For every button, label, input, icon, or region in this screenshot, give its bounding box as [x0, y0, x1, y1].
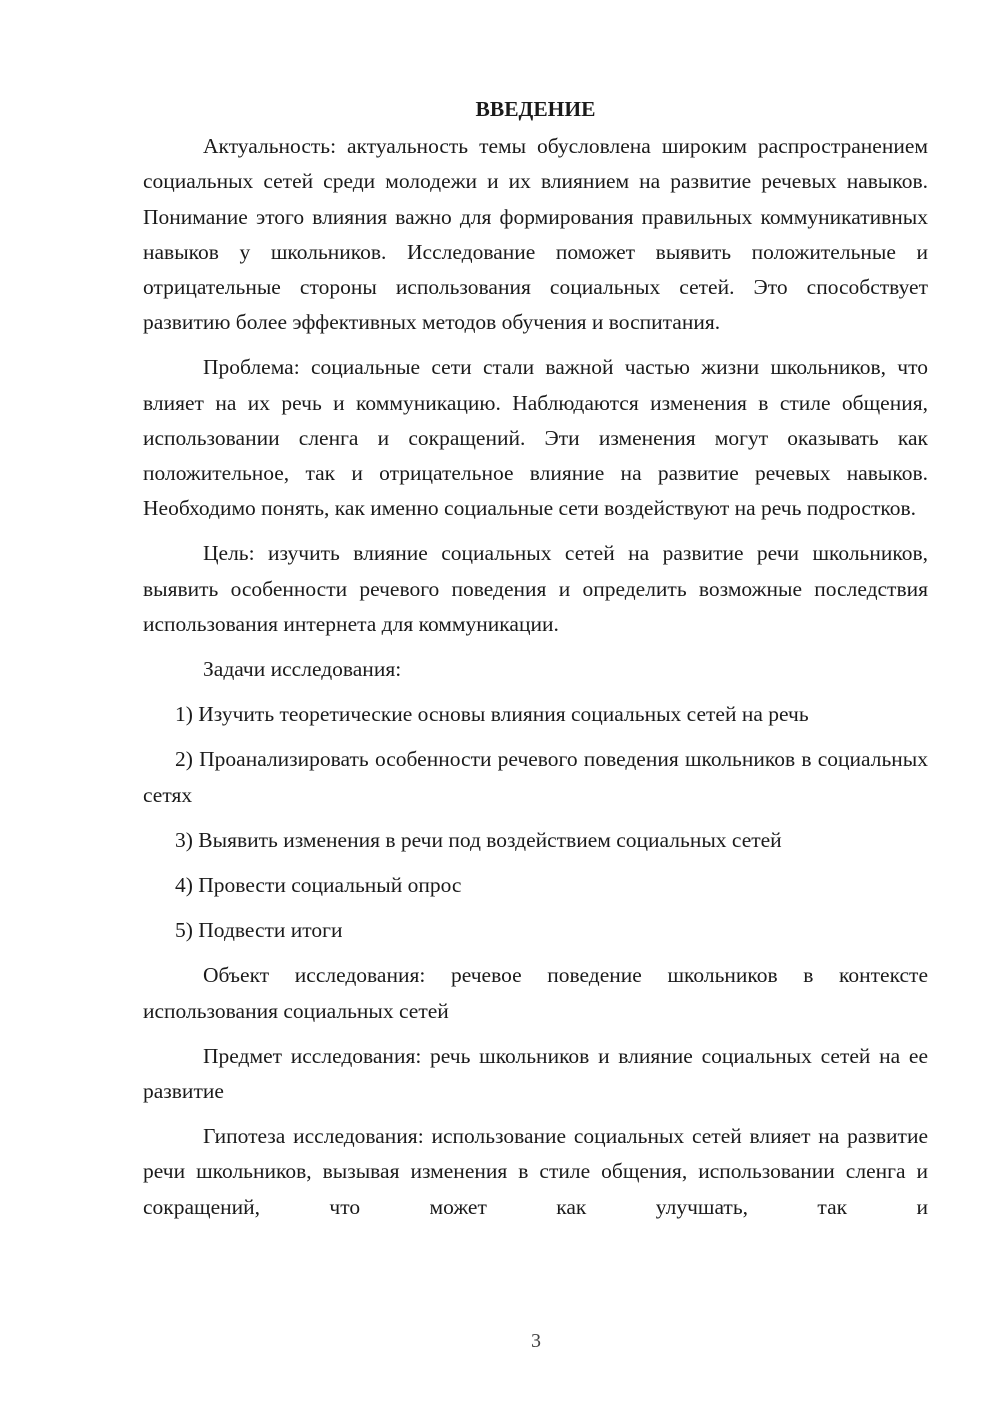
task-item-5: 5) Подвести итоги [175, 918, 343, 943]
subject-paragraph: Предмет исследования: речь школьников и влияние социальных сетей на ее развитие [143, 1043, 928, 1104]
tasks-label: Задачи исследования: [203, 657, 402, 682]
task-item-1: 1) Изучить теоретические основы влияния социальных сетей на речь [175, 702, 809, 727]
task-item-3: 3) Выявить изменения в речи под воздействием социальных сетей [175, 827, 782, 852]
relevance-paragraph: Актуальность: актуальность темы обусловлена широким распространением социальных сетей среди молодежи и их влиянием на развитие речевых навыков. Понимание этого влияния важно для формирования правильных коммуникативных навыков у школьников. Исследование поможет выявить положительные и отрицательные стороны использования социальных сетей. Это способствует развитию более эффективных методов обучения и воспитания. [143, 134, 928, 335]
section-title: ВВЕДЕНИЕ [475, 97, 596, 121]
hypothesis-paragraph: Гипотеза исследования: использование социальных сетей влияет на развитие речи школьников, вызывая изменения в стиле общения, использовании сленга и сокращений, что может как улучшать, так и [143, 1124, 928, 1219]
page-number: 3 [531, 1330, 541, 1352]
goal-paragraph: Цель: изучить влияние социальных сетей на развитие речи школьников, выявить особенности речевого поведения и определить возможные последствия использования интернета для коммуникации. [143, 541, 928, 636]
task-item-2: 2) Проанализировать особенности речевого поведения школьников в социальных сетях [143, 747, 928, 807]
problem-paragraph: Проблема: социальные сети стали важной частью жизни школьников, что влияет на их речь и коммуникацию. Наблюдаются изменения в стиле общения, использовании сленга и сокращений. Эти изменения могут оказывать как положительное, так и отрицательное влияние на развитие речевых навыков. Необходимо понять, как именно социальные сети воздействуют на речь подростков. [143, 355, 928, 521]
document-page [143, 92, 928, 1225]
object-paragraph: Объект исследования: речевое поведение школьников в контексте использования социальных сетей [143, 963, 928, 1023]
task-item-4: 4) Провести социальный опрос [175, 873, 462, 898]
